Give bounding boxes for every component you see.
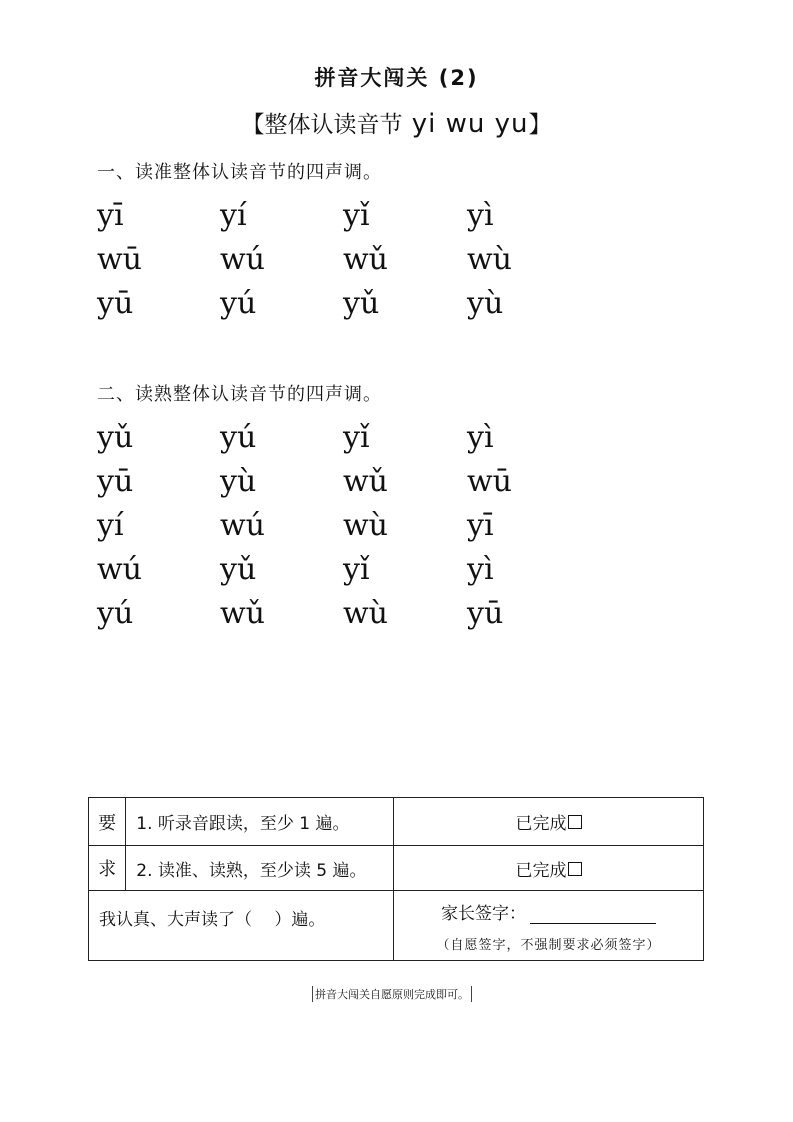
done-label: 已完成	[515, 814, 567, 834]
subtitle-prefix: 【整体认读音节	[241, 112, 403, 138]
syllable-cell: yǔ	[220, 552, 257, 587]
syllable-cell: wú	[220, 508, 265, 543]
syllable-cell: yū	[467, 596, 504, 631]
requirements-label-bottom: 求	[89, 846, 126, 891]
requirement-1-status	[394, 798, 704, 846]
requirement-item-2: 2. 读准、读熟，至少读 5 遍。	[126, 846, 394, 891]
syllable-cell: yú	[220, 420, 257, 455]
syllable-cell: yí	[220, 198, 247, 233]
syllable-cell: yǔ	[97, 420, 134, 455]
syllable-cell: wú	[220, 242, 265, 277]
syllable-cell: wǔ	[343, 464, 388, 499]
syllable-cell: yì	[467, 420, 494, 455]
syllable-cell: wù	[343, 508, 388, 543]
syllable-cell: yī	[467, 508, 494, 543]
requirement-2-status	[394, 846, 704, 891]
syllable-cell: yù	[220, 464, 257, 499]
section1-heading: 一、读准整体认读音节的四声调。	[97, 162, 382, 183]
syllable-cell: yǐ	[343, 198, 370, 233]
syllable-cell: wǔ	[220, 596, 265, 631]
subtitle-suffix: 】	[528, 112, 552, 138]
requirements-label-top: 要	[89, 798, 126, 846]
syllable-cell: yū	[97, 464, 134, 499]
checkbox-icon[interactable]	[568, 815, 582, 829]
parent-sign-label: 家长签字：	[441, 903, 527, 924]
parent-signature-cell	[394, 891, 704, 961]
syllable-cell: yī	[97, 198, 124, 233]
syllable-cell: wū	[97, 242, 142, 277]
syllable-cell: wù	[343, 596, 388, 631]
done-label: 已完成	[515, 860, 567, 881]
checkbox-icon[interactable]	[568, 862, 582, 876]
requirement-item-1: 1. 听录音跟读，至少 1 遍。	[126, 798, 394, 846]
syllable-cell: wǔ	[343, 242, 388, 277]
signature-note: （自愿签字，不强制要求必须签字）	[436, 937, 661, 953]
syllable-cell: wú	[97, 552, 142, 587]
syllable-cell: yū	[97, 286, 134, 321]
syllable-cell: yì	[467, 198, 494, 233]
footer-note: 拼音大闯关自愿原则完成即可。	[312, 986, 472, 1002]
syllable-cell: yú	[97, 596, 134, 631]
read-count-cell	[89, 891, 394, 961]
syllable-cell: yì	[467, 552, 494, 587]
requirements-table	[88, 797, 704, 961]
signature-line[interactable]	[530, 905, 656, 924]
syllable-cell: yù	[467, 286, 504, 321]
syllable-cell: yǔ	[343, 286, 380, 321]
syllable-cell: wū	[467, 464, 512, 499]
syllable-cell: wù	[467, 242, 512, 277]
section2-heading: 二、读熟整体认读音节的四声调。	[97, 384, 382, 405]
syllable-cell: yǐ	[343, 552, 370, 587]
subtitle-pinyin: yi wu yu	[402, 109, 529, 139]
read-count-text[interactable]: 我认真、大声读了（ ）遍。	[99, 910, 326, 930]
syllable-cell: yú	[220, 286, 257, 321]
page-title: 拼音大闯关 (2)	[314, 66, 479, 90]
page-subtitle	[0, 106, 793, 139]
syllable-cell: yí	[97, 508, 124, 543]
syllable-cell: yǐ	[343, 420, 370, 455]
